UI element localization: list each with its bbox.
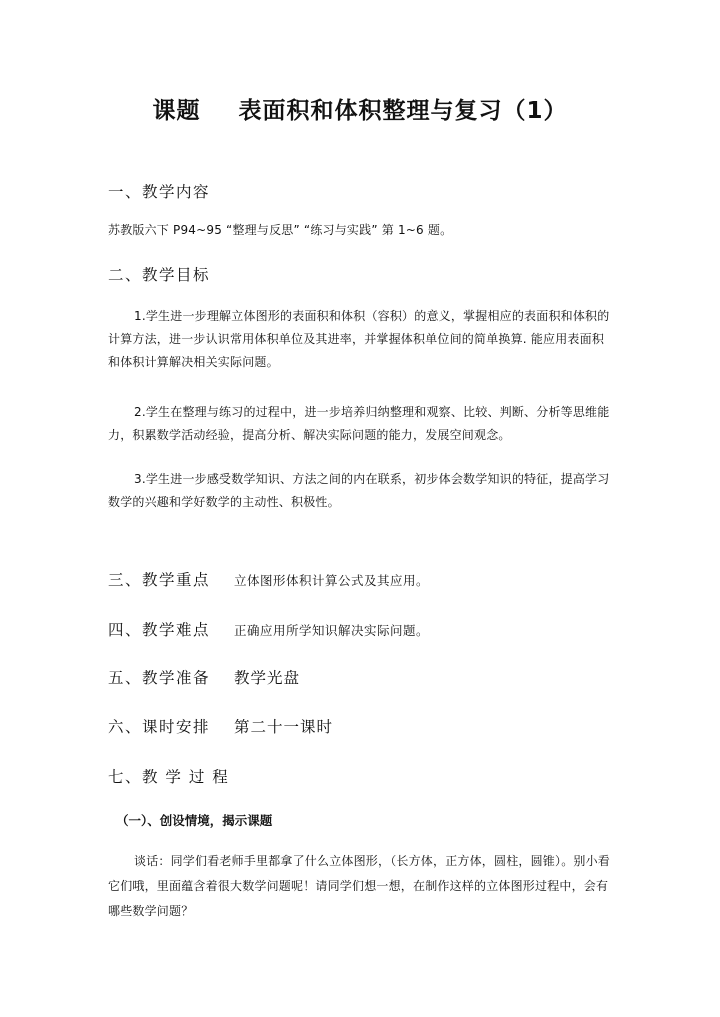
title-label: 课题 — [152, 98, 201, 124]
process-intro-text: 谈话：同学们看老师手里都拿了什么立体图形，（长方体，正方体，圆柱，圆锥）。别小看它们哦，里面蕴含着很大数学问题呢！请同学们想一想，在制作这样的立体图形过程中，会有哪些数学问题？ — [108, 854, 611, 918]
heading-teaching-content: 一、教学内容 — [108, 183, 211, 201]
process-subheading: （一）、创设情境，揭示课题 — [116, 813, 273, 828]
title-text: 表面积和体积整理与复习（1） — [238, 98, 568, 124]
heading-teaching-goals: 二、教学目标 — [108, 266, 211, 284]
preparation-label: 五、教学准备 — [108, 669, 211, 687]
goal-item-2: 2.学生在整理与练习的过程中，进一步培养归纳整理和观察、比较、判断、分析等思维能力，积累数学活动经验，提高分析、解决实际问题的能力，发展空间观念。 — [108, 405, 610, 442]
schedule-text: 第二十一课时 — [234, 718, 334, 736]
heading-preparation — [108, 666, 300, 688]
goal-item-3: 3.学生进一步感受数学知识、方法之间的内在联系，初步体会数学知识的特征，提高学习数学的兴趣和学好数学的主动性、积极性。 — [108, 472, 610, 509]
difficulty-label: 四、教学难点 — [108, 621, 211, 639]
heading-schedule — [108, 715, 333, 737]
lesson-title — [0, 92, 720, 125]
schedule-label: 六、课时安排 — [108, 718, 211, 736]
goal-item-1: 1.学生进一步理解立体图形的表面积和体积（容积）的意义，掌握相应的表面积和体积的计算方法，进一步认识常用体积单位及其进率，并掌握体积单位间的简单换算. 能应用表面积和体积计算解决相关实际问题。 — [108, 309, 610, 369]
heading-difficulty — [108, 618, 429, 640]
teaching-content-text: 苏教版六下 P94~95 “整理与反思” “练习与实践” 第 1~6 题。 — [108, 223, 453, 237]
heading-teaching-process: 七、教 学 过 程 — [108, 768, 230, 786]
key-point-label: 三、教学重点 — [108, 571, 211, 589]
key-point-text: 立体图形体积计算公式及其应用。 — [234, 573, 430, 588]
preparation-text: 教学光盘 — [234, 669, 301, 687]
difficulty-text: 正确应用所学知识解决实际问题。 — [234, 623, 430, 638]
heading-key-point — [108, 568, 429, 590]
